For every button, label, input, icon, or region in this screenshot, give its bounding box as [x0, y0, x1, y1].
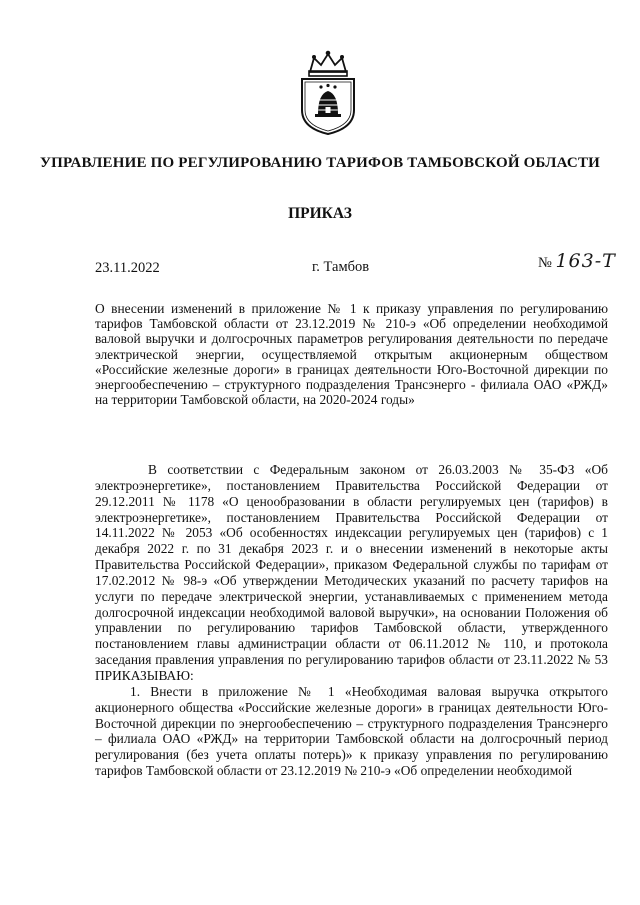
order-city: г. Тамбов: [312, 259, 370, 275]
handwritten-number: 163-Т: [555, 250, 616, 272]
order-body: [95, 462, 608, 779]
tambov-coat-of-arms-icon: [296, 50, 360, 136]
order-subject: О внесении изменений в приложение № 1 к приказу управления по регулированию тарифов Тамбовской области от 23.12.2019 № 210-э «Об определении необходимой валовой выручки и долгосрочных параметров регулирования деятельности по передаче электрической энергии, осуществляемой открытым акционерным обществом «Российские железные дороги» в границах деятельности Юго-Восточной дирекции по энергообеспечению – структурного подразделения Трансэнерго - филиала ОАО «РЖД» на территории Тамбовской области, на 2020-2024 годы»: [95, 301, 608, 408]
order-date: 23.11.2022: [95, 260, 160, 276]
order-number: [538, 250, 616, 272]
document-type: ПРИКАЗ: [288, 205, 352, 222]
preamble-paragraph: В соответствии с Федеральным законом от 26.03.2003 № 35-ФЗ «Об электроэнергетике», постановлением Правительства Российской Федерации от 29.12.2011 № 1178 «О ценообразовании в области регулируемых цен (тарифов) в электроэнергетике», постановлением Правительства Российской Федерации от 14.11.2022 № 2053 «Об особенностях индексации регулируемых цен (тарифов) с 1 декабря 2022 г. по 31 декабря 2023 г. и о внесении изменений в некоторые акты Правительства Российской Федерации», приказом Федеральной службы по тарифам от 17.02.2012 № 98-э «Об утверждении Методических указаний по расчету тарифов на услуги по передаче электрической энергии, устанавливаемых с применением метода долгосрочной индексации необходимой валовой выручки», на основании Положения об управлении по регулированию тарифов Тамбовской области, утвержденного постановлением главы администрации области от 06.11.2012 № 110, и протокола заседания правления управления по регулированию тарифов области от 23.11.2022 № 53 ПРИКАЗЫВАЮ:: [95, 462, 608, 683]
clause-1-paragraph: 1. Внести в приложение № 1 «Необходимая валовая выручка открытого акционерного общества «Российские железные дороги» в границах деятельности Юго-Восточной дирекции по энергообеспечению – структурного подразделения Трансэнерго – филиала ОАО «РЖД» на территории Тамбовской области на долгосрочный период регулирования (без учета оплаты потерь)» к приказу управления по регулированию тарифов Тамбовской области от 23.12.2019 № 210-э «Об определении необходимой: [95, 683, 608, 779]
agency-title: УПРАВЛЕНИЕ ПО РЕГУЛИРОВАНИЮ ТАРИФОВ ТАМБОВСКОЙ ОБЛАСТИ: [39, 155, 601, 171]
number-label: №: [538, 255, 552, 271]
